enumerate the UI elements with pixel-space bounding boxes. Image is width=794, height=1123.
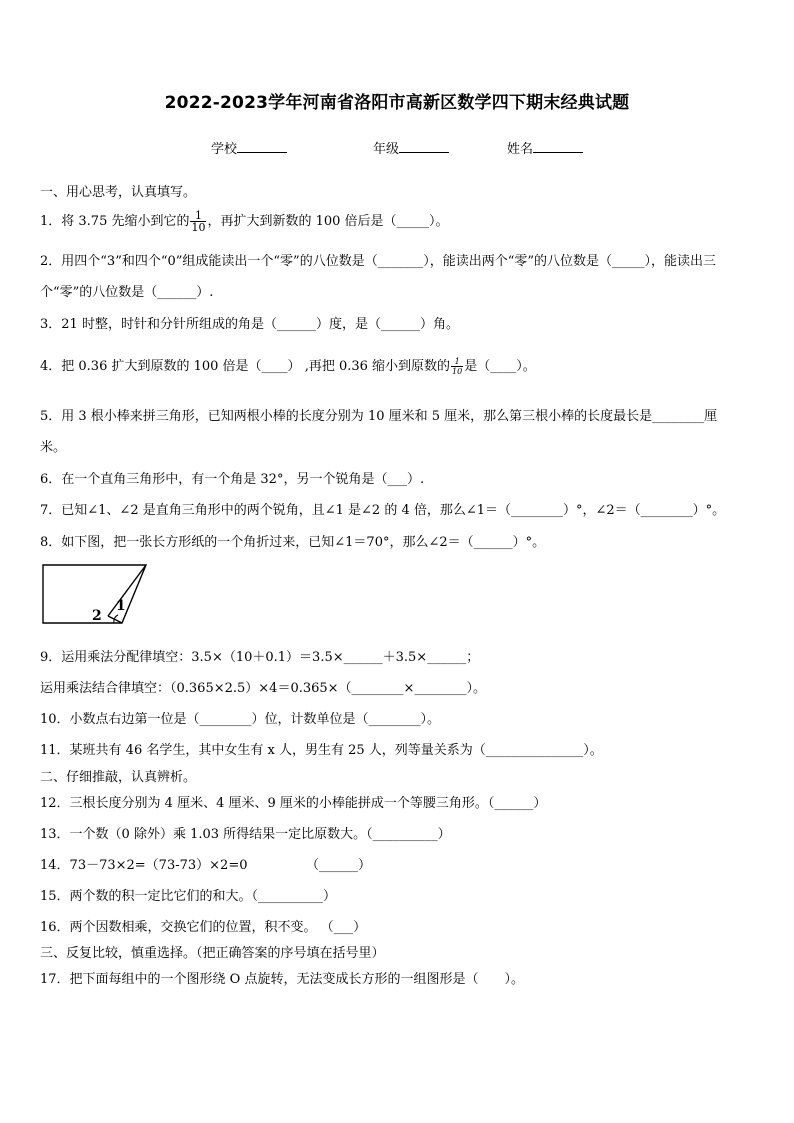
angle-arc (114, 615, 118, 623)
question-5-cont: 米。 (40, 440, 67, 455)
name-blank (533, 139, 583, 153)
fraction-numerator: 1 (451, 357, 463, 367)
question-3: 3．21 时整，时针和分针所组成的角是（______）度，是（______）角。 (40, 317, 459, 332)
grade-label: 年级 (373, 142, 400, 157)
school-label: 学校 (211, 142, 238, 157)
section-heading-3: 三、反复比较，慎重选择。（把正确答案的序号填在括号里） (40, 946, 385, 961)
question-14-answer: （______） (306, 858, 372, 873)
question-1-text-end: ，再扩大到新数的 100 倍后是（_____）。 (207, 214, 449, 229)
fold-line (108, 565, 146, 616)
question-15: 15．两个数的积一定比它们的和大。（__________） (40, 889, 337, 904)
question-4 (40, 355, 536, 376)
fraction-one-tenth-small (451, 357, 463, 376)
question-9: 9．运用乘法分配律填空：3.5×（10＋0.1）＝3.5×______＋3.5×______； (40, 650, 480, 665)
question-8: 8．如下图，把一张长方形纸的一个角折过来，已知∠1＝70°，那么∠2＝（______）°。 (40, 535, 546, 550)
question-13: 13．一个数（0 除外）乘 1.03 所得结果一定比原数大。（__________） (40, 827, 451, 842)
fraction-one-tenth (190, 210, 206, 233)
question-1-text: 1．将 3.75 先缩小到它的 (40, 214, 190, 229)
section-heading-2: 二、仔细推敲，认真辨析。 (40, 770, 197, 785)
question-12: 12．三根长度分别为 4 厘米、4 厘米、9 厘米的小棒能拼成一个等腰三角形。（______） (40, 796, 547, 811)
angle-2-label: 2 (92, 608, 102, 624)
question-4-text: 4．把 0.36 扩大到原数的 100 倍是（____） ,再把 0.36 缩小到原数的 (40, 359, 451, 374)
school-blank (237, 139, 287, 153)
question-4-text-end: 是（____）。 (464, 359, 536, 374)
question-17: 17．把下面每组中的一个图形绕 O 点旋转，无法变成长方形的一组图形是（ ）。 (40, 972, 524, 987)
folded-rectangle-figure (40, 562, 150, 626)
section-heading-1: 一、用心思考，认真填写。 (40, 185, 197, 200)
question-10: 10．小数点右边第一位是（________）位，计数单位是（________）。 (40, 712, 441, 727)
fraction-denominator: 10 (191, 221, 206, 234)
school-field (211, 138, 287, 157)
fraction-numerator: 1 (190, 210, 206, 222)
angle-1-label: 1 (116, 598, 126, 614)
question-6: 6．在一个直角三角形中，有一个角是 32°，另一个锐角是（___）. (40, 472, 425, 487)
question-1 (40, 210, 449, 233)
question-11: 11．某班共有 46 名学生，其中女生有 x 人，男生有 25 人，列等量关系为（_______________）。 (40, 743, 603, 758)
name-label: 姓名 (507, 142, 534, 157)
question-2: 2．用四个“3”和四个“0”组成能读出一个“零”的八位数是（_______），能读出两个“零”的八位数是（_____），能读出三 (40, 254, 716, 269)
question-2-cont: 个“零”的八位数是（______）. (40, 285, 214, 300)
question-14: 14．73－73×2=（73-73）×2=0 (40, 858, 248, 873)
question-5: 5．用 3 根小棒来拼三角形，已知两根小棒的长度分别为 10 厘米和 5 厘米，那么第三根小棒的长度最长是________厘 (40, 409, 718, 424)
grade-field (373, 138, 449, 157)
name-field (507, 138, 583, 157)
question-7: 7．已知∠1、∠2 是直角三角形中的两个锐角，且∠1 是∠2 的 4 倍，那么∠1＝（________）°，∠2＝（________）°。 (40, 503, 726, 518)
grade-blank (399, 139, 449, 153)
question-9-cont: 运用乘法结合律填空：（0.365×2.5）×4＝0.365×（________×________）。 (40, 681, 486, 696)
fraction-denominator: 10 (452, 367, 463, 376)
question-16: 16．两个因数相乘，交换它们的位置，积不变。 （___） (40, 920, 367, 935)
page-title: 2022-2023学年河南省洛阳市高新区数学四下期末经典试题 (164, 93, 630, 113)
